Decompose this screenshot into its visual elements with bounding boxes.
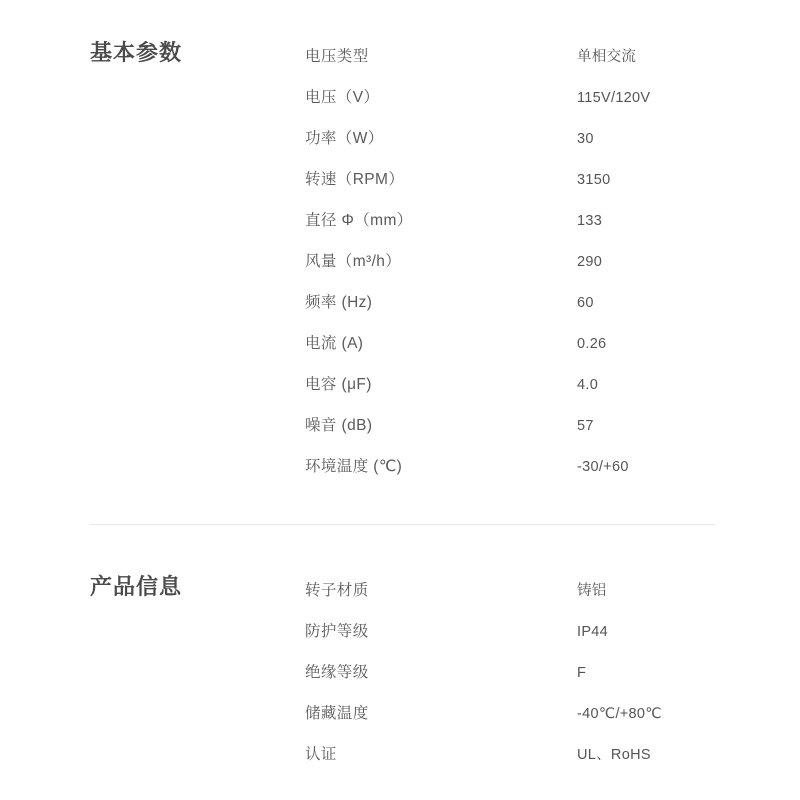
spec-label: 电压类型 — [305, 48, 369, 65]
spec-label: 认证 — [305, 746, 337, 763]
spec-label: 直径 Φ（mm） — [305, 212, 413, 229]
table-row — [305, 446, 715, 487]
table-row — [305, 734, 715, 775]
table-row — [305, 282, 715, 323]
spec-value: 290 — [577, 254, 603, 270]
spec-value: 0.26 — [577, 336, 607, 352]
spec-value: 133 — [577, 213, 603, 229]
spec-label: 电容 (μF) — [305, 376, 372, 393]
spec-value: IP44 — [577, 624, 609, 640]
table-row — [305, 693, 715, 734]
spec-value: -40℃/+80℃ — [577, 706, 662, 722]
spec-value: 铸铝 — [577, 583, 607, 599]
spec-label: 环境温度 (℃) — [305, 458, 403, 475]
spec-value: 60 — [577, 295, 594, 311]
spec-label: 转速（RPM） — [305, 171, 405, 188]
spec-label: 风量（m³/h） — [305, 253, 402, 270]
table-row — [305, 36, 715, 77]
spec-table-basic-parameters — [305, 36, 715, 487]
spec-table-product-information — [305, 570, 715, 775]
table-row — [305, 570, 715, 611]
spec-label: 储藏温度 — [305, 705, 369, 722]
table-row — [305, 405, 715, 446]
top-spacer — [0, 0, 800, 36]
spec-value: 单相交流 — [577, 49, 637, 65]
spec-value: 115V/120V — [577, 90, 651, 106]
table-row — [305, 159, 715, 200]
spec-value: UL、RoHS — [577, 747, 651, 763]
spec-label: 电流 (A) — [305, 335, 364, 352]
spec-value: 4.0 — [577, 377, 599, 393]
section-product-information — [0, 570, 800, 775]
spec-label: 绝缘等级 — [305, 664, 369, 681]
table-row — [305, 200, 715, 241]
table-row — [305, 77, 715, 118]
table-row — [305, 118, 715, 159]
table-row — [305, 364, 715, 405]
spec-value: F — [577, 665, 587, 681]
section-spacer — [0, 525, 800, 570]
spec-value: 3150 — [577, 172, 611, 188]
spec-label: 防护等级 — [305, 623, 369, 640]
spec-value: 57 — [577, 418, 594, 434]
table-row — [305, 241, 715, 282]
section-title-basic-parameters: 基本参数 — [90, 40, 183, 65]
table-row — [305, 652, 715, 693]
section-spacer — [0, 487, 800, 524]
spec-value: 30 — [577, 131, 594, 147]
spec-label: 电压（V） — [305, 89, 380, 106]
table-row — [305, 611, 715, 652]
spec-label: 频率 (Hz) — [305, 294, 373, 311]
spec-value: -30/+60 — [577, 459, 629, 475]
section-basic-parameters — [0, 36, 800, 487]
table-row — [305, 323, 715, 364]
spec-label: 转子材质 — [305, 582, 369, 599]
spec-label: 噪音 (dB) — [305, 417, 373, 434]
spec-label: 功率（W） — [305, 130, 384, 147]
section-title-product-information: 产品信息 — [90, 574, 183, 599]
